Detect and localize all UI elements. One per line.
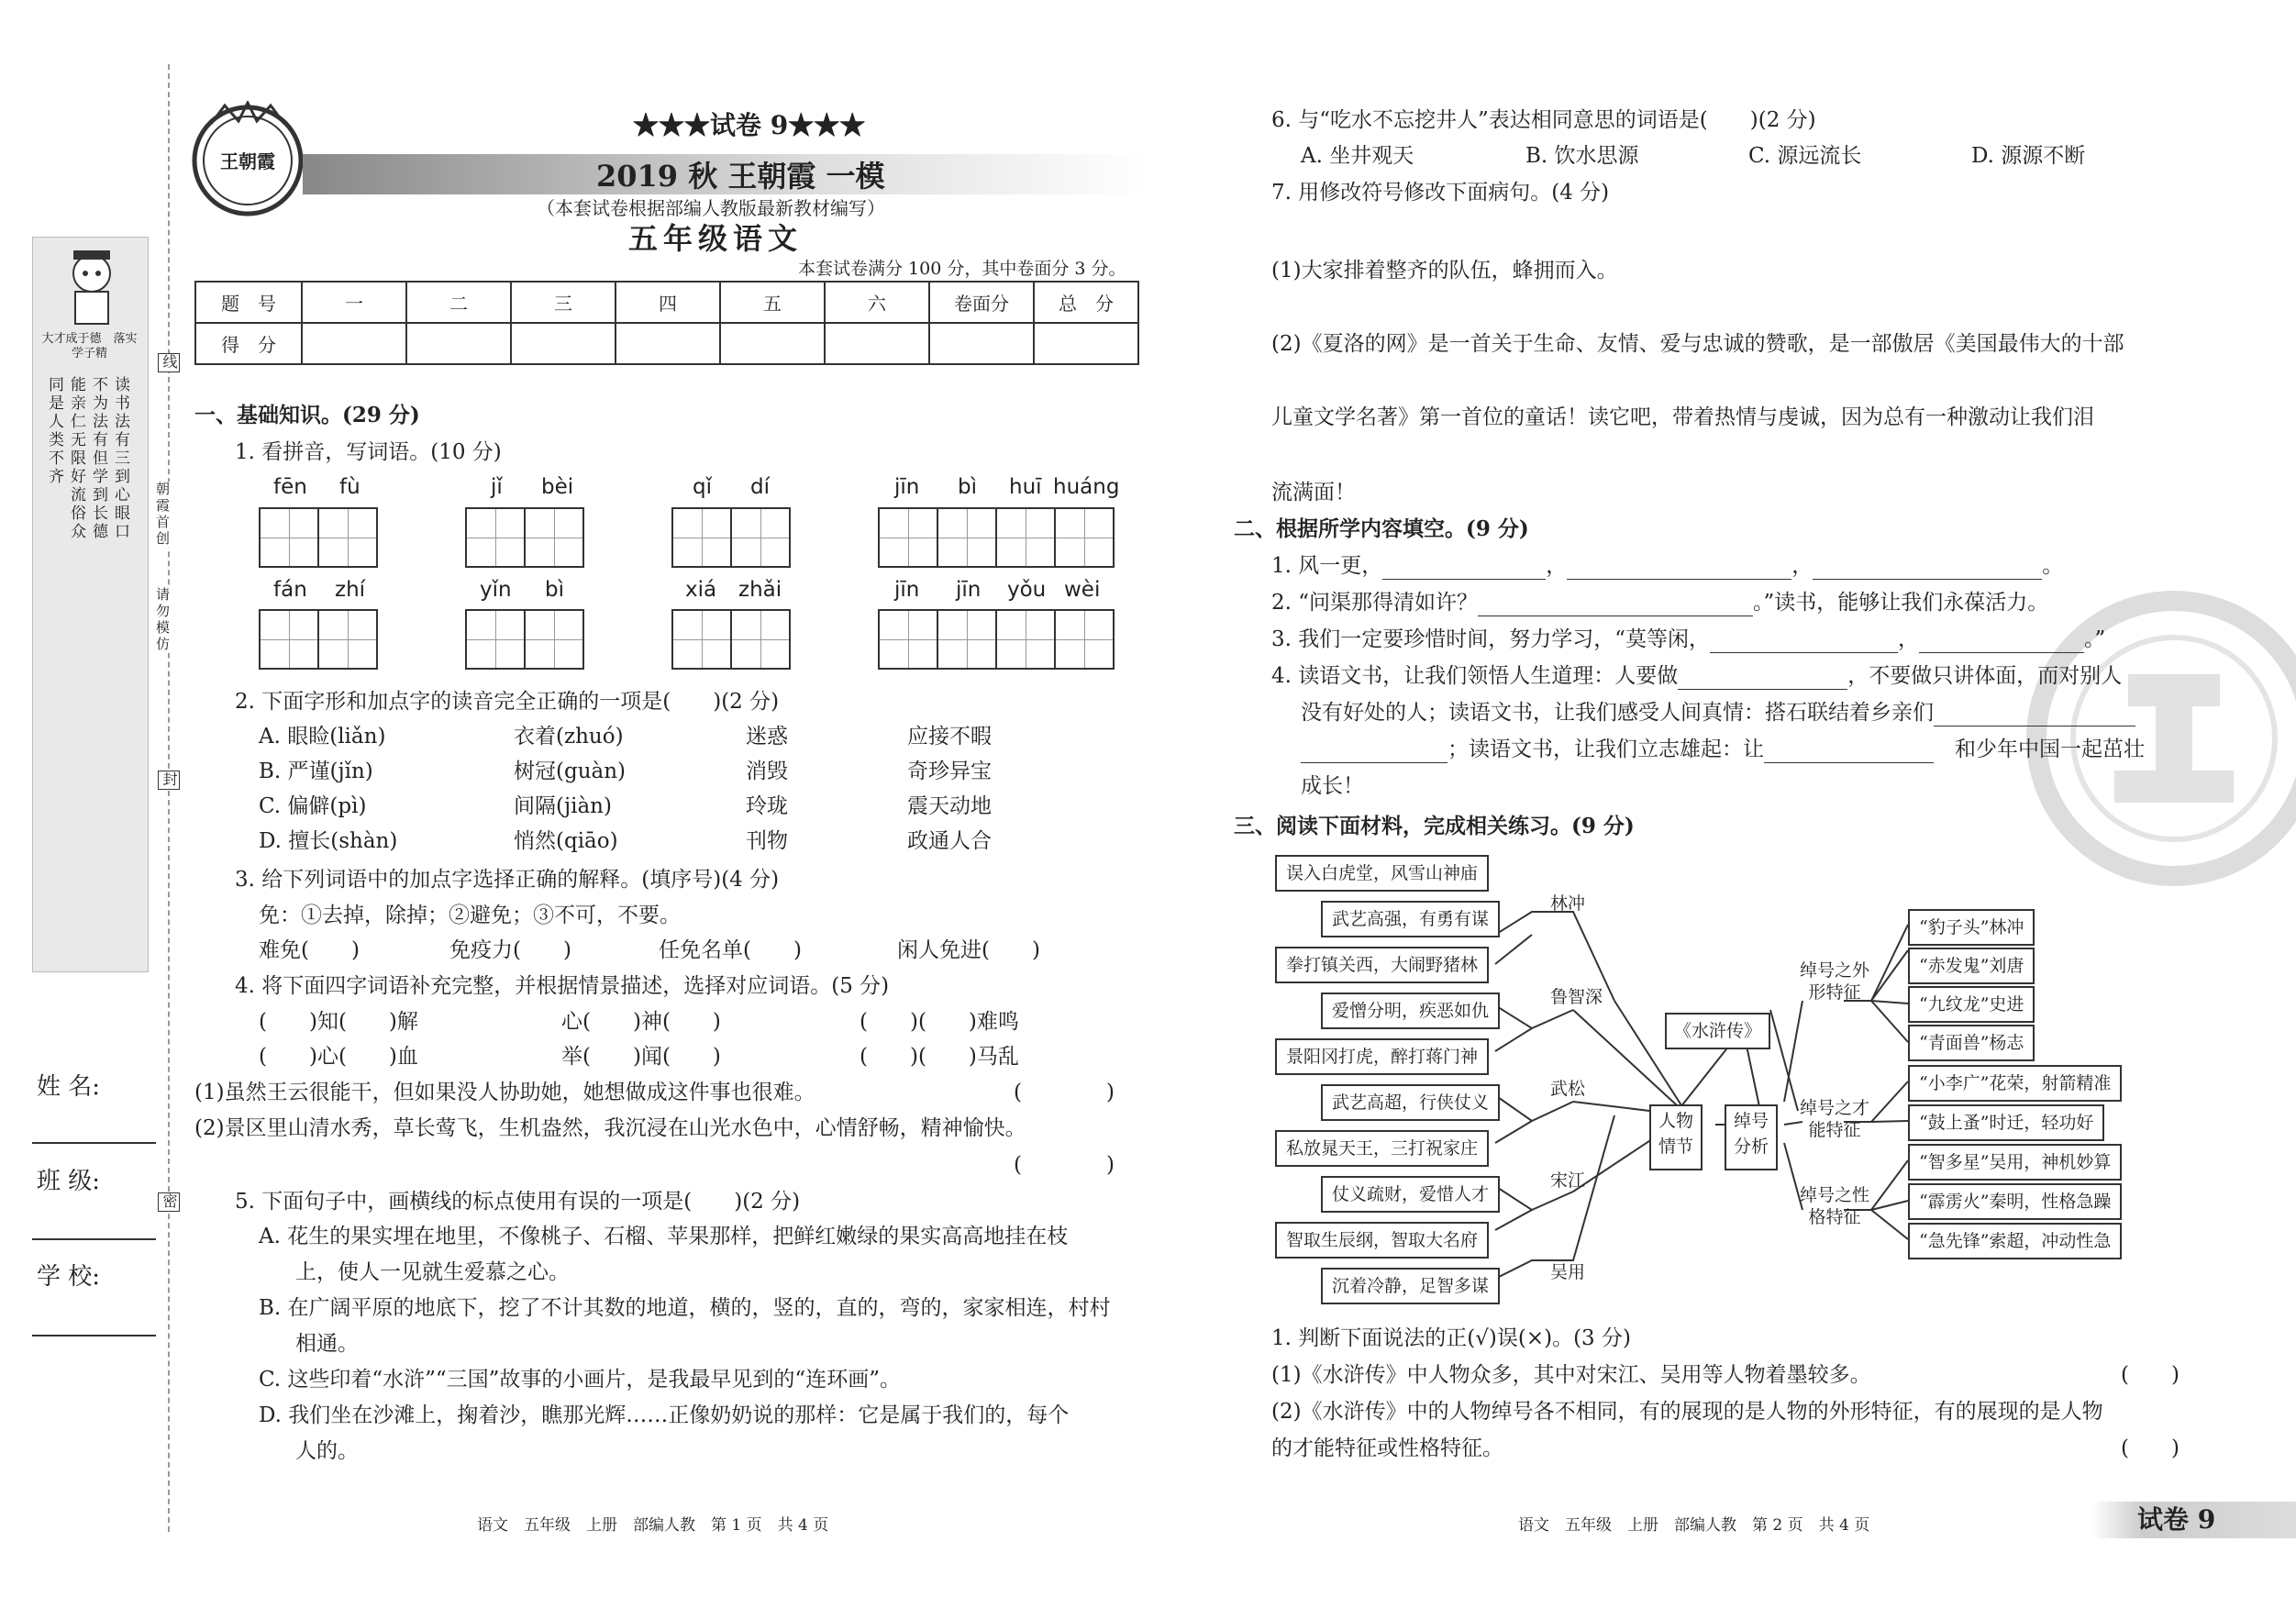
pinyin: zhí xyxy=(335,578,366,602)
character-name: 林冲 xyxy=(1550,893,1586,914)
binding-mark: 线 xyxy=(158,353,180,372)
plot-box: 智取生辰纲，智取大名府 xyxy=(1275,1222,1489,1259)
node-nickname-text: 绰号分析 xyxy=(1733,1111,1769,1157)
answer-paren[interactable]: ( ) xyxy=(1014,1081,1115,1104)
q4-row xyxy=(259,1008,1019,1036)
pinyin: bì xyxy=(545,578,564,602)
corner-label: 试卷 9 xyxy=(2137,1504,2216,1535)
paper-number-text: 试卷 9 xyxy=(710,110,789,140)
q7-sentence-2-cont: 儿童文学名著》第一首位的童话！读它吧，带着热情与虔诚，因为总有一种激动让我们泪 xyxy=(1271,405,2094,429)
option-text: C. 源远流长 xyxy=(1748,144,1862,168)
category-label: 绰号之性格特征 xyxy=(1799,1185,1869,1227)
q3-item: 难免( ) xyxy=(259,938,360,962)
option-text: 迷惑 xyxy=(746,725,788,749)
q5-option-d-cont: 人的。 xyxy=(295,1439,359,1463)
q7-sentence-2: (2)《夏洛的网》是一首关于生命、友情、爱与忠诚的赞歌，是一部傲居《美国最伟大的十部 xyxy=(1271,332,2124,356)
judge-title: 1. 判断下面说法的正(√)误(×)。(3 分) xyxy=(1271,1326,1631,1350)
character-name: 武松 xyxy=(1550,1079,1586,1099)
fill-blank[interactable] xyxy=(1678,689,1847,690)
character-name: 鲁智深 xyxy=(1550,987,1603,1007)
score-input[interactable] xyxy=(406,323,511,364)
character-name: 宋江 xyxy=(1550,1170,1586,1191)
writing-grid[interactable] xyxy=(671,507,791,568)
table-cell: 三 xyxy=(511,282,616,323)
pinyin: jīn xyxy=(956,578,982,602)
q4-scenario-1: (1)虽然王云很能干，但如果没人协助她，她想做成这件事也很难。 xyxy=(194,1081,815,1104)
school-label: 学 校: xyxy=(37,1263,101,1291)
character-name: 吴用 xyxy=(1550,1262,1586,1282)
q3-item: 免疫力( ) xyxy=(449,938,571,962)
trait-box: 仗义疏财，爱惜人才 xyxy=(1321,1176,1500,1213)
fill-blank[interactable] xyxy=(1382,579,1546,580)
score-input[interactable] xyxy=(720,323,825,364)
idiom-blank[interactable]: ( )( )难鸣 xyxy=(860,1010,1019,1034)
option-text: 悄然(qiāo) xyxy=(514,829,618,853)
q2-option-row xyxy=(259,723,992,758)
q2-title: 2. 下面字形和加点字的读音完全正确的一项是( )(2 分) xyxy=(235,690,780,714)
fill-text: 4. 读语文书，让我们领悟人生道理：人要做 xyxy=(1271,664,1679,688)
q2-options xyxy=(259,723,992,862)
idiom-blank[interactable]: ( )心( )血 xyxy=(259,1045,418,1069)
table-cell: 总 分 xyxy=(1034,282,1138,323)
q6-options xyxy=(1301,142,2085,170)
school-field[interactable] xyxy=(32,1335,156,1336)
option-text: 刊物 xyxy=(746,829,788,853)
writing-grid[interactable] xyxy=(878,609,1115,670)
idiom-blank[interactable]: ( )( )马乱 xyxy=(860,1045,1019,1069)
idiom-blank[interactable]: ( )知( )解 xyxy=(259,1010,418,1034)
pinyin: huáng xyxy=(1053,475,1120,499)
fill-blank[interactable] xyxy=(1764,762,1934,763)
q1-title: 1. 看拼音，写词语。(10 分) xyxy=(235,440,502,464)
fill-4-cont2 xyxy=(1301,736,2145,763)
node-plot-text: 人物情节 xyxy=(1658,1111,1693,1157)
trait-box: 沉着冷静，足智多谋 xyxy=(1321,1268,1500,1304)
score-table-header-row xyxy=(195,282,1138,323)
nickname-box: “霹雳火”秦明，性格急躁 xyxy=(1908,1183,2122,1220)
category-label: 绰号之外形特征 xyxy=(1799,960,1869,1003)
table-cell: 四 xyxy=(616,282,720,323)
mascot-icon xyxy=(55,246,128,328)
grade-subject: 五年级语文 xyxy=(628,221,804,256)
q5-option-b: B. 在广阔平原的地底下，挖了不计其数的地道，横的，竖的，直的，弯的，家家相连，村村 xyxy=(259,1296,1111,1320)
q5-option-a-cont: 上，使人一见就生爱慕之心。 xyxy=(295,1260,570,1284)
q5-option-d: D. 我们坐在沙滩上，掬着沙，瞧那光辉……正像奶奶说的那样：它是属于我们的，每个 xyxy=(259,1403,1070,1427)
option-text: 政通人合 xyxy=(907,829,992,853)
paper-number: ★★★试卷 9★★★ xyxy=(633,110,866,140)
q3-item: 闲人免进( ) xyxy=(897,938,1040,962)
binding-line xyxy=(168,64,170,1532)
score-input[interactable] xyxy=(616,323,720,364)
fill-text: 和少年中国一起茁壮 xyxy=(1955,738,2145,761)
option-text: A. 坐井观天 xyxy=(1301,144,1414,168)
writing-grid[interactable] xyxy=(259,609,378,670)
page-footer: 语文 五年级 上册 部编人教 第 2 页 共 4 页 xyxy=(1518,1516,1870,1535)
nickname-box: “急先锋”索超，冲动性急 xyxy=(1908,1223,2122,1259)
fill-text: 2. “问渠那得清如许？ xyxy=(1271,591,1479,615)
writing-grid[interactable] xyxy=(671,609,791,670)
fill-text: 3. 我们一定要珍惜时间，努力学习，“莫等闲， xyxy=(1271,627,1711,651)
plot-box: 误入白虎堂，风雪山神庙 xyxy=(1275,855,1489,892)
plot-box: 景阳冈打虎，醉打蒋门神 xyxy=(1275,1038,1489,1075)
section-3-title: 三、阅读下面材料，完成相关练习。(9 分) xyxy=(1234,814,1635,838)
fill-blank[interactable] xyxy=(1919,652,2084,653)
pinyin: yǒu xyxy=(1007,578,1047,602)
pinyin: zhǎi xyxy=(738,578,782,602)
fill-2 xyxy=(1271,589,2048,616)
pinyin: fù xyxy=(339,475,360,499)
fill-4-end: 成长！ xyxy=(1301,774,1364,798)
binding-mark: 密 xyxy=(158,1192,180,1212)
score-input[interactable] xyxy=(511,323,616,364)
q5-option-a: A. 花生的果实埋在地里，不像桃子、石榴、苹果那样，把鲜红嫩绿的果实高高地挂在枝 xyxy=(259,1225,1069,1248)
pinyin: jīn xyxy=(894,475,920,499)
score-input[interactable] xyxy=(825,323,929,364)
answer-paren[interactable]: ( ) xyxy=(1014,1153,1115,1177)
q3-title: 3. 给下列词语中的加点字选择正确的解释。(填序号)(4 分) xyxy=(235,868,780,892)
section-1-title: 一、基础知识。(29 分) xyxy=(194,403,420,427)
proverb-column: 同是人类不齐 xyxy=(45,376,63,486)
class-label: 班 级: xyxy=(37,1168,101,1195)
idiom-blank[interactable]: 举( )闻( ) xyxy=(561,1045,721,1069)
fill-text: ；读语文书，让我们立志雄起：让 xyxy=(1447,738,1764,761)
table-cell: 得 分 xyxy=(195,323,302,364)
table-cell: 一 xyxy=(302,282,406,323)
option-text: 应接不暇 xyxy=(907,725,992,749)
table-cell: 题 号 xyxy=(195,282,302,323)
fill-blank[interactable] xyxy=(1301,762,1447,763)
section-2-title: 二、根据所学内容填空。(9 分) xyxy=(1234,516,1529,541)
exam-title: 2019 秋 王朝霞 一模 xyxy=(596,159,885,194)
judge-2: (2)《水浒传》中的人物绰号各不相同，有的展现的是人物的外形特征，有的展现的是人物 xyxy=(1271,1400,2103,1424)
sidebar-note: 请勿模仿 xyxy=(154,587,171,653)
writing-grid[interactable] xyxy=(878,507,1115,568)
q2-option-row xyxy=(259,758,992,793)
pinyin: fán xyxy=(273,578,307,602)
q5-option-b-cont: 相通。 xyxy=(295,1332,359,1356)
pinyin: qǐ xyxy=(693,475,712,499)
page-footer: 语文 五年级 上册 部编人教 第 1 页 共 4 页 xyxy=(477,1516,829,1535)
proverb-column: 不为法有但学到长德 xyxy=(89,376,107,541)
nickname-box: “青面兽”杨志 xyxy=(1908,1025,2035,1061)
plot-box: 私放晁天王，三打祝家庄 xyxy=(1275,1130,1489,1167)
table-cell: 五 xyxy=(720,282,825,323)
option-text: 树冠(guàn) xyxy=(514,760,627,783)
sidebar-note: 朝霞首创 xyxy=(154,482,171,548)
q7-title: 7. 用修改符号修改下面病句。(4 分) xyxy=(1271,181,1610,205)
option-text: B. 严谨(jǐn) xyxy=(259,760,373,783)
fill-text: 。”读书，能够让我们永葆活力。 xyxy=(1753,591,2049,615)
writing-grid[interactable] xyxy=(465,609,584,670)
writing-grid[interactable] xyxy=(465,507,584,568)
pinyin: yǐn xyxy=(480,578,512,602)
q4-title: 4. 将下面四字词语补充完整，并根据情景描述，选择对应词语。(5 分) xyxy=(235,974,890,998)
pinyin: dí xyxy=(750,475,770,499)
fill-4 xyxy=(1271,662,2122,690)
answer-paren[interactable]: ( ) xyxy=(2121,1436,2180,1460)
nickname-box: “鼓上蚤”时迁，轻功好 xyxy=(1908,1104,2104,1141)
pinyin: wèi xyxy=(1064,578,1101,602)
q3-definition: 免：①去掉，除掉；②避免；③不可，不要。 xyxy=(259,904,681,927)
name-label: 姓 名: xyxy=(37,1073,101,1101)
option-text: 消毁 xyxy=(746,760,788,783)
sidebar-motto: 大才成于德 落实学子精 xyxy=(41,332,138,360)
option-text: 间隔(jiàn) xyxy=(514,794,612,818)
option-text: B. 饮水思源 xyxy=(1525,144,1639,168)
center-node: 《水浒传》 xyxy=(1665,1013,1770,1049)
q5-title: 5. 下面句子中，画横线的标点使用有误的一项是( )(2 分) xyxy=(235,1190,801,1214)
pinyin: fēn xyxy=(273,475,307,499)
pinyin: jǐ xyxy=(491,475,503,499)
answer-paren[interactable]: ( ) xyxy=(2121,1363,2180,1387)
name-field[interactable] xyxy=(32,1142,156,1144)
option-text: 奇珍异宝 xyxy=(907,760,992,783)
score-table xyxy=(194,281,1139,365)
nickname-box: “九纹龙”史进 xyxy=(1908,986,2035,1023)
pinyin: bèi xyxy=(541,475,574,499)
node-nickname xyxy=(1725,1104,1778,1170)
plot-box: 拳打镇关西，大闹野猪林 xyxy=(1275,947,1489,983)
logo-text: 王朝霞 xyxy=(220,150,275,172)
fill-3: 3. 我们一定要珍惜时间，努力学习，“莫等闲， ， 。” xyxy=(1271,627,2106,651)
trait-box: 武艺高强，有勇有谋 xyxy=(1321,901,1500,937)
fill-text: 1. 风一更， xyxy=(1271,554,1383,578)
exam-subtitle: （本套试卷根据部编人教版最新教材编写） xyxy=(537,197,885,219)
fill-blank[interactable] xyxy=(1710,652,1898,653)
q5-option-c: C. 这些印着“水浒”“三国”故事的小画片，是我最早见到的“连环画”。 xyxy=(259,1368,901,1392)
q4-row xyxy=(259,1043,1019,1070)
pinyin: bì xyxy=(958,475,977,499)
table-cell: 卷面分 xyxy=(929,282,1034,323)
q2-option-row xyxy=(259,793,992,827)
fill-blank[interactable] xyxy=(1567,579,1791,580)
table-cell: 六 xyxy=(825,282,929,323)
pinyin: jīn xyxy=(894,578,920,602)
trait-box: 武艺高超，行侠仗义 xyxy=(1321,1084,1500,1121)
score-input[interactable] xyxy=(302,323,406,364)
trait-box: 爱憎分明，疾恶如仇 xyxy=(1321,993,1500,1029)
logo xyxy=(188,101,307,220)
sidebar-proverbs xyxy=(44,376,130,963)
pinyin: huī xyxy=(1009,475,1042,499)
option-text: A. 眼睑(liǎn) xyxy=(259,725,386,749)
q2-option-row xyxy=(259,827,992,862)
nickname-box: “豹子头”林冲 xyxy=(1908,909,2035,946)
q4-scenario-2: (2)景区里山清水秀，草长莺飞，生机盎然，我沉浸在山光水色中，心情舒畅，精神愉快。 xyxy=(194,1116,1026,1140)
q7-sentence-2-end: 流满面！ xyxy=(1271,481,1356,505)
proverb-column: 读书法有三到心眼口 xyxy=(111,376,129,541)
fill-blank[interactable] xyxy=(1813,579,2042,580)
q7-sentence-1: (1)大家排着整齐的队伍，蜂拥而入。 xyxy=(1271,259,1618,283)
nickname-box: “赤发鬼”刘唐 xyxy=(1908,948,2035,984)
option-text: D. 擅长(shàn) xyxy=(259,829,398,853)
nickname-box: “智多星”吴用，神机妙算 xyxy=(1908,1144,2122,1181)
node-plot xyxy=(1649,1104,1703,1170)
class-field[interactable] xyxy=(32,1238,156,1240)
score-input[interactable] xyxy=(1034,323,1138,364)
q6-title: 6. 与“吃水不忘挖井人”表达相同意思的词语是( )(2 分) xyxy=(1271,108,1816,132)
option-text: D. 源源不断 xyxy=(1971,144,2086,168)
table-cell: 二 xyxy=(406,282,511,323)
writing-grid[interactable] xyxy=(259,507,378,568)
judge-1: (1)《水浒传》中人物众多，其中对宋江、吴用等人物着墨较多。 xyxy=(1271,1363,1871,1387)
idiom-blank[interactable]: 心( )神( ) xyxy=(561,1010,721,1034)
score-note: 本套试卷满分 100 分，其中卷面分 3 分。 xyxy=(798,259,1126,279)
q3-items xyxy=(259,937,1040,964)
fill-text: ，不要做只讲体面，而对别人 xyxy=(1847,664,2123,688)
q3-item: 任免名单( ) xyxy=(659,938,802,962)
option-text: 震天动地 xyxy=(907,794,992,818)
proverb-column: 能亲仁无限好流俗众 xyxy=(67,376,85,541)
pinyin: xiá xyxy=(685,578,717,602)
category-label: 绰号之才能特征 xyxy=(1799,1098,1869,1140)
judge-2-cont: 的才能特征或性格特征。 xyxy=(1271,1436,1503,1460)
mind-map xyxy=(1275,849,2156,1317)
option-text: C. 偏僻(pì) xyxy=(259,794,367,818)
score-input[interactable] xyxy=(929,323,1034,364)
fill-text: 没有好处的人；读语文书，让我们感受人间真情：搭石联结着乡亲们 xyxy=(1301,701,1934,725)
binding-mark: 封 xyxy=(158,771,180,790)
option-text: 玲珑 xyxy=(746,794,788,818)
nickname-box: “小李广”花荣，射箭精准 xyxy=(1908,1065,2122,1102)
option-text: 衣着(zhuó) xyxy=(514,725,624,749)
fill-4-cont xyxy=(1301,699,2135,726)
score-table-score-row xyxy=(195,323,1138,364)
fill-1: 1. 风一更， ， ， 。 xyxy=(1271,554,2064,578)
